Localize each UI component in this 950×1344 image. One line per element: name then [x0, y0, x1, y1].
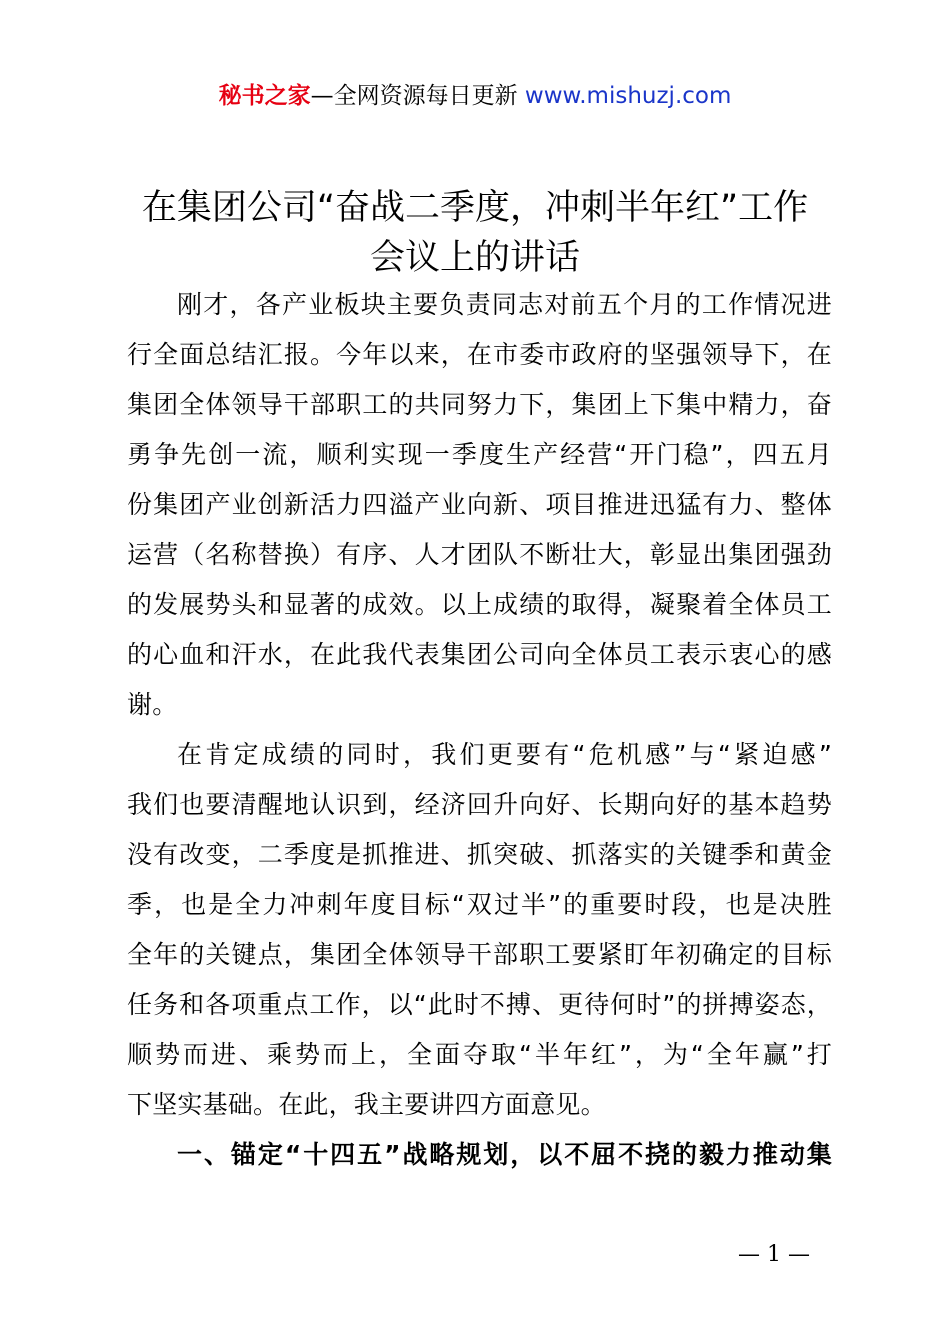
section-heading-one: [127, 1130, 832, 1180]
text-line: 集团全体领导干部职工的共同努力下，集团上下集中精力，奋: [127, 390, 832, 419]
text-line: 我们也要清醒地认识到，经济回升向好、长期向好的基本趋势: [127, 790, 832, 819]
text-line: 运营（名称替换）有序、人才团队不断壮大，彰显出集团强劲: [127, 540, 832, 569]
text-line: 谢。: [127, 690, 178, 719]
site-brand: 秘书之家: [218, 83, 311, 109]
text-line: 下坚实基础。在此，我主要讲四方面意见。: [127, 1090, 606, 1119]
text-line: 顺势而进、乘势而上，全面夺取“半年红”，为“全年赢”打: [127, 1040, 832, 1069]
title-line-1: 在集团公司“奋战二季度，冲刺半年红”工作: [141, 188, 809, 228]
page-number: — 1 —: [738, 1242, 810, 1267]
text-line: 全年的关键点，集团全体领导干部职工要紧盯年初确定的目标: [127, 940, 832, 969]
text-line: 没有改变，二季度是抓推进、抓突破、抓落实的关键季和黄金: [127, 840, 832, 869]
text-line: 刚才，各产业板块主要负责同志对前五个月的工作情况进: [177, 290, 832, 319]
site-tagline: —全网资源每日更新: [310, 83, 518, 109]
text-line: 季，也是全力冲刺年度目标“双过半”的重要时段，也是决胜: [127, 890, 832, 919]
text-line: 的发展势头和显著的成效。以上成绩的取得，凝聚着全体员工: [127, 590, 832, 619]
text-line: 的心血和汗水，在此我代表集团公司向全体员工表示衷心的感: [127, 640, 832, 669]
text-line: 勇争先创一流，顺利实现一季度生产经营“开门稳”，四五月: [127, 440, 832, 469]
text-line: 份集团产业创新活力四溢产业向新、项目推进迅猛有力、整体: [127, 490, 832, 519]
document-body: [127, 280, 832, 1180]
paragraph-opening: [127, 280, 832, 730]
document-title: [120, 183, 830, 283]
text-line: 行全面总结汇报。今年以来，在市委市政府的坚强领导下，在: [127, 340, 832, 369]
title-line-2: 会议上的讲话: [369, 238, 580, 278]
paragraph-urgency: [127, 730, 832, 1130]
text-line: 在肯定成绩的同时，我们更要有“危机感”与“紧迫感”: [177, 740, 832, 769]
site-url-link[interactable]: www.mishuzj.com: [524, 83, 732, 109]
site-header: [0, 80, 950, 112]
text-line: 一、锚定“十四五”战略规划，以不屈不挠的毅力推动集: [177, 1140, 832, 1169]
text-line: 任务和各项重点工作，以“此时不搏、更待何时”的拼搏姿态，: [127, 990, 832, 1019]
